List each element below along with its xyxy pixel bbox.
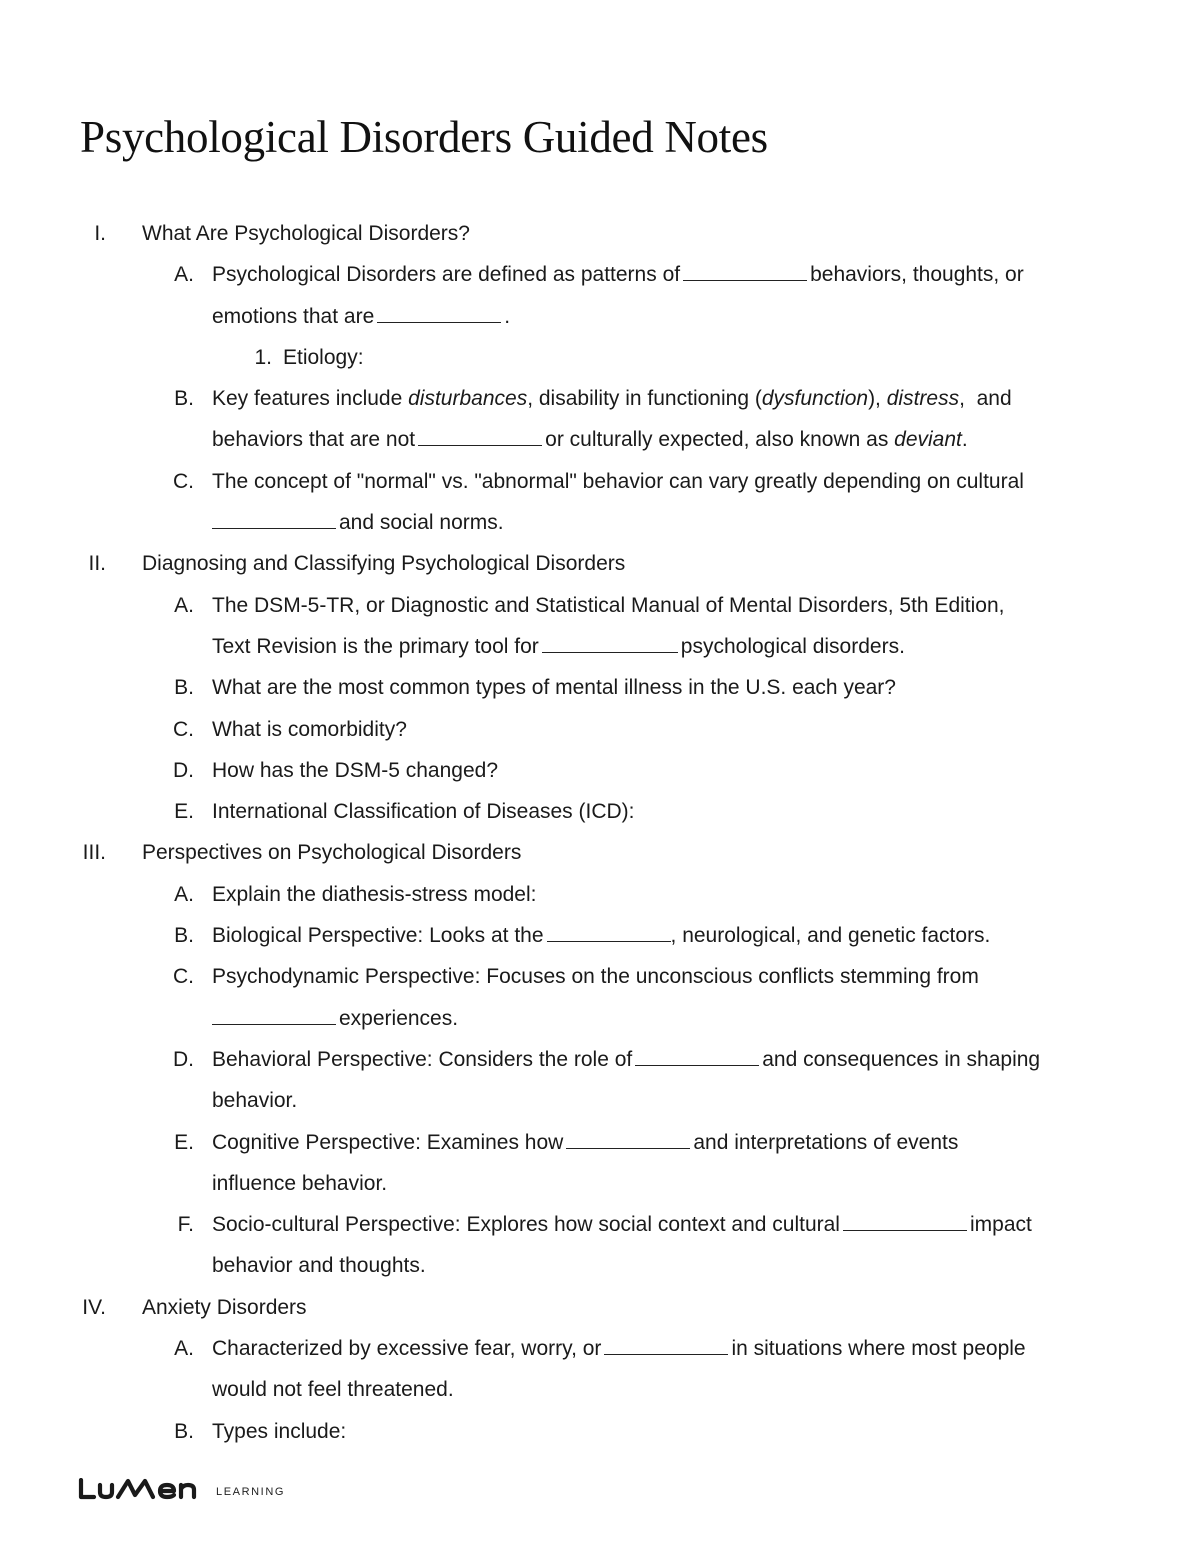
item-letter: B. [174, 924, 194, 948]
item-text: International Classification of Diseases (ICD): [212, 800, 635, 824]
item-text: . [504, 304, 511, 328]
list-item [0, 1411, 1200, 1452]
section-title: Diagnosing and Classifying Psychological Disorders [142, 552, 626, 576]
item-text: Characterized by excessive fear, worry, or [212, 1337, 602, 1361]
item-text: and social norms. [339, 511, 504, 535]
section-number: IV. [82, 1295, 106, 1319]
fill-in-blank[interactable] [604, 1353, 728, 1355]
item-text: Psychodynamic Perspective: Focuses on the unconscious conflicts stemming from [212, 965, 979, 989]
list-item [0, 461, 1200, 502]
fill-in-blank[interactable] [635, 1064, 759, 1066]
item-letter: C. [173, 717, 194, 741]
list-subitem [0, 337, 1200, 378]
list-item [0, 791, 1200, 832]
item-text: Socio-cultural Perspective: Explores how social context and cultural [212, 1213, 840, 1237]
item-text: . [961, 428, 968, 452]
item-letter: A. [174, 593, 194, 617]
item-text: Text Revision is the primary tool for [212, 634, 539, 658]
fill-in-blank[interactable] [683, 279, 807, 281]
item-text: What is comorbidity? [212, 717, 407, 741]
list-item-continuation [0, 1245, 1200, 1286]
item-text: ), [868, 387, 887, 411]
item-text: How has the DSM-5 changed? [212, 758, 498, 782]
list-item [0, 1328, 1200, 1369]
item-letter: B. [174, 387, 194, 411]
item-text: The concept of "normal" vs. "abnormal" behavior can vary greatly depending on cultural [212, 469, 1024, 493]
list-item [0, 667, 1200, 708]
italic-term: deviant [894, 428, 962, 452]
fill-in-blank[interactable] [212, 527, 336, 529]
item-text: influence behavior. [212, 1171, 388, 1195]
list-item-continuation [0, 1369, 1200, 1410]
item-letter: A. [174, 263, 194, 287]
item-text: , and [959, 387, 1012, 411]
item-text: psychological disorders. [680, 634, 905, 658]
item-letter: A. [174, 1337, 194, 1361]
item-text: Types include: [212, 1419, 347, 1443]
item-text: behaviors that are not [212, 428, 416, 452]
item-letter: E. [174, 1130, 194, 1154]
subitem-number: 1. [254, 345, 272, 369]
item-letter: F. [177, 1213, 194, 1237]
section-heading [0, 213, 1200, 254]
fill-in-blank[interactable] [547, 940, 671, 942]
italic-term: disturbances [408, 387, 528, 411]
list-item [0, 1204, 1200, 1245]
subitem-text: Etiology: [283, 345, 364, 369]
item-text: , neurological, and genetic factors. [670, 924, 991, 948]
item-text: behavior. [212, 1089, 298, 1113]
list-item-continuation [0, 1080, 1200, 1121]
item-text: impact [969, 1213, 1032, 1237]
item-text: would not feel threatened. [212, 1378, 454, 1402]
list-item-continuation [0, 998, 1200, 1039]
fill-in-blank[interactable] [542, 651, 678, 653]
list-item [0, 915, 1200, 956]
item-text: behaviors, thoughts, or [810, 263, 1024, 287]
list-item [0, 709, 1200, 750]
item-text: in situations where most people [731, 1337, 1026, 1361]
item-letter: D. [173, 758, 194, 782]
lumen-wordmark-icon [78, 1478, 210, 1500]
notes-outline [0, 213, 1200, 1452]
item-letter: B. [174, 676, 194, 700]
item-text: behavior and thoughts. [212, 1254, 426, 1278]
section-number: II. [88, 552, 106, 576]
item-text: experiences. [339, 1006, 459, 1030]
item-text: Cognitive Perspective: Examines how [212, 1130, 564, 1154]
item-letter: D. [173, 1047, 194, 1071]
list-item-continuation [0, 502, 1200, 543]
list-item [0, 585, 1200, 626]
section-title: Anxiety Disorders [142, 1295, 307, 1319]
section-number: I. [94, 222, 106, 245]
list-item-continuation [0, 419, 1200, 460]
section-heading [0, 832, 1200, 873]
list-item [0, 750, 1200, 791]
lumen-learning-logo [78, 1478, 285, 1500]
list-item-continuation [0, 1163, 1200, 1204]
fill-in-blank[interactable] [418, 444, 542, 446]
item-text: The DSM-5-TR, or Diagnostic and Statistical Manual of Mental Disorders, 5th Edition, [212, 593, 1005, 617]
item-text: Explain the diathesis-stress model: [212, 882, 537, 906]
fill-in-blank[interactable] [566, 1147, 690, 1149]
section-heading [0, 543, 1200, 584]
item-text: , disability in functioning ( [527, 387, 762, 411]
fill-in-blank[interactable] [212, 1023, 336, 1025]
section-title: What Are Psychological Disorders? [142, 222, 470, 245]
item-letter: C. [173, 469, 194, 493]
item-letter: C. [173, 965, 194, 989]
italic-term: dysfunction [761, 387, 869, 411]
list-item [0, 956, 1200, 997]
logo-subtitle: LEARNING [216, 1486, 286, 1498]
list-item [0, 378, 1200, 419]
item-text: Psychological Disorders are defined as patterns of [212, 263, 681, 287]
item-letter: B. [174, 1419, 194, 1443]
item-text: Biological Perspective: Looks at the [212, 924, 544, 948]
item-text: Behavioral Perspective: Considers the role of [212, 1047, 633, 1071]
list-item [0, 254, 1200, 295]
section-number: III. [82, 841, 106, 865]
item-text: and interpretations of events [693, 1130, 959, 1154]
list-item [0, 874, 1200, 915]
item-text: and consequences in shaping [762, 1047, 1041, 1071]
fill-in-blank[interactable] [843, 1229, 967, 1231]
item-text: Key features include [212, 387, 409, 411]
section-title: Perspectives on Psychological Disorders [142, 841, 522, 865]
list-item-continuation [0, 296, 1200, 337]
page-title: Psychological Disorders Guided Notes [80, 112, 768, 162]
italic-term: distress [886, 387, 960, 411]
item-text: What are the most common types of mental illness in the U.S. each year? [212, 676, 896, 700]
item-text: emotions that are [212, 304, 375, 328]
section-heading [0, 1287, 1200, 1328]
item-letter: A. [174, 882, 194, 906]
list-item [0, 1039, 1200, 1080]
list-item [0, 1122, 1200, 1163]
fill-in-blank[interactable] [377, 321, 501, 323]
item-text: or culturally expected, also known as [545, 428, 895, 452]
list-item-continuation [0, 626, 1200, 667]
item-letter: E. [174, 800, 194, 824]
